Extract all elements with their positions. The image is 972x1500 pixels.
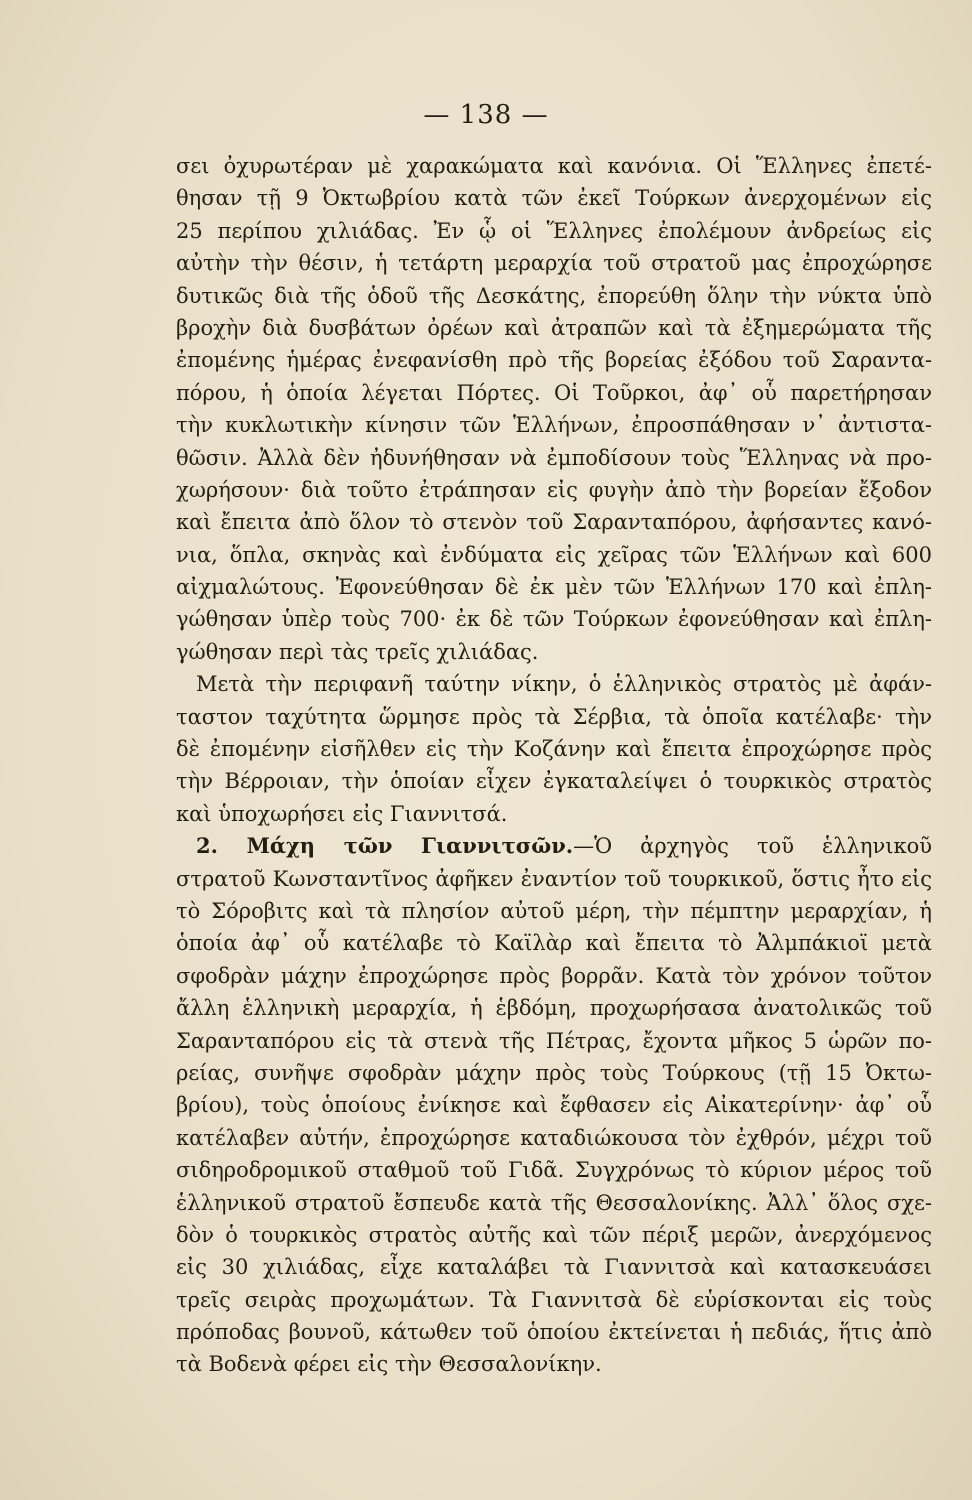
text-line: ταστον ταχύτητα ὥρμησε πρὸς τὰ Σέρβια, τὰ ὁποῖα κατέλαβε· τὴν [176,704,932,729]
text-line: ἐπομένης ἡμέρας ἐνεφανίσθη πρὸ τῆς βορείας ἐξόδου τοῦ Σαραντα- [176,348,932,373]
text-line: πρόποδας βουνοῦ, κάτωθεν τοῦ ὁποίου ἐκτείνεται ἡ πεδιάς, ἥτις ἀπὸ [176,1320,932,1345]
text-line: γώθησαν ὑπὲρ τοὺς 700· ἐκ δὲ τῶν Τούρκων ἐφονεύθησαν καὶ ἐπλη- [176,607,932,632]
text-line: σφοδρὰν μάχην ἐπροχώρησε πρὸς βορρᾶν. Κατὰ τὸν χρόνον τοῦτον [176,963,932,988]
text-line: εἰς 30 χιλιάδας, εἶχε καταλάβει τὰ Γιαννιτσὰ καὶ κατασκευάσει [176,1255,932,1280]
text-line: ἑλληνικοῦ στρατοῦ ἔσπευδε κατὰ τῆς Θεσσαλονίκης. Ἀλλ᾽ ὅλος σχε- [176,1190,932,1215]
text-line: καὶ ἔπειτα ἀπὸ ὅλον τὸ στενὸν τοῦ Σαρανταπόρου, ἀφήσαντες κανό- [176,510,932,535]
text-line: νια, ὅπλα, σκηνὰς καὶ ἐνδύματα εἰς χεῖρας τῶν Ἑλλήνων καὶ 600 [176,542,932,567]
text-line: Σαρανταπόρου εἰς τὰ στενὰ τῆς Πέτρας, ἔχοντα μῆκος 5 ὡρῶν πο- [176,1028,932,1053]
text-line: βροχὴν διὰ δυσβάτων ὀρέων καὶ ἀτραπῶν καὶ τὰ ἐξημερώματα τῆς [176,315,932,340]
text-line-continuation: —Ὁ ἀρχηγὸς τοῦ ἑλληνικοῦ [573,834,932,859]
text-line: σει ὀχυρωτέραν μὲ χαρακώματα καὶ κανόνια. Οἱ Ἕλληνες ἐπετέ- [176,154,932,178]
text-line: καὶ ὑποχωρήσει εἰς Γιαννιτσά. [176,801,508,826]
text-line: αἰχμαλώτους. Ἐφονεύθησαν δὲ ἐκ μὲν τῶν Ἑλλήνων 170 καὶ ἐπλη- [176,575,932,600]
text-line: θῶσιν. Ἀλλὰ δὲν ἠδυνήθησαν νὰ ἐμποδίσουν τοὺς Ἕλληνας νὰ προ- [176,445,932,470]
section-heading-line [176,830,932,862]
text-line: Μετὰ τὴν περιφανῆ ταύτην νίκην, ὁ ἑλληνικὸς στρατὸς μὲ ἀφάν- [196,672,932,697]
text-line: χωρήσουν· διὰ τοῦτο ἐτράπησαν εἰς φυγὴν ἀπὸ τὴν βορείαν ἔξοδον [176,477,932,502]
text-line: τρεῖς σειρὰς προχωμάτων. Τὰ Γιαννιτσὰ δὲ εὑρίσκονται εἰς τοὺς [176,1287,932,1312]
text-line: δὲ ἐπομένην εἰσῆλθεν εἰς τὴν Κοζάνην καὶ ἔπειτα ἐπροχώρησε πρὸς [176,737,932,762]
text-line: σιδηροδρομικοῦ σταθμοῦ τοῦ Γιδᾶ. Συγχρόνως τὸ κύριον μέρος τοῦ [176,1158,932,1183]
text-line: τὴν Βέρροιαν, τὴν ὁποίαν εἶχεν ἐγκαταλείψει ὁ τουρκικὸς στρατὸς [176,769,932,794]
text-line: αὐτὴν τὴν θέσιν, ἡ τετάρτη μεραρχία τοῦ στρατοῦ μας ἐπροχώρησε [176,251,932,276]
text-line: δὸν ὁ τουρκικὸς στρατὸς αὐτῆς καὶ τῶν πέριξ μερῶν, ἀνερχόμενος [176,1222,932,1247]
text-line: 25 περίπου χιλιάδας. Ἐν ᾧ οἱ Ἕλληνες ἐπολέμουν ἀνδρείως εἰς [176,218,932,243]
body-text [176,150,932,1381]
text-line: τὴν κυκλωτικὴν κίνησιν τῶν Ἑλλήνων, ἐπροσπάθησαν ν᾽ ἀντιστα- [176,413,932,438]
text-line: ἄλλη ἑλληνικὴ μεραρχία, ἡ ἑβδόμη, προχωρήσασα ἀνατολικῶς τοῦ [176,996,932,1021]
text-line: δυτικῶς διὰ τῆς ὁδοῦ τῆς Δεσκάτης, ἐπορεύθη ὅλην τὴν νύκτα ὑπὸ [176,283,932,308]
text-line: τὸ Σόροβιτς καὶ τὰ πλησίον αὐτοῦ μέρη, τὴν πέμπτην μεραρχίαν, ἡ [176,898,932,923]
text-line: βρίου), τοὺς ὁποίους ἐνίκησε καὶ ἔφθασεν εἰς Αἰκατερίνην· ἀφ᾽ οὗ [176,1093,932,1118]
text-line: κατέλαβεν αὐτήν, ἐπροχώρησε καταδιώκουσα τὸν ἐχθρόν, μέχρι τοῦ [176,1125,932,1150]
text-line: ὁποία ἀφ᾽ οὗ κατέλαβε τὸ Καϊλὰρ καὶ ἔπειτα τὸ Ἀλμπάκιοϊ μετὰ [176,931,932,956]
section-heading: 2. Μάχη τῶν Γιαννιτσῶν. [196,833,574,859]
text-line: ρείας, συνῆψε σφοδρὰν μάχην πρὸς τοὺς Τούρκους (τῇ 15 Ὀκτω- [176,1060,932,1085]
text-line: πόρου, ἡ ὁποία λέγεται Πόρτες. Οἱ Τοῦρκοι, ἀφ᾽ οὗ παρετήρησαν [176,380,932,405]
text-line: γώθησαν περὶ τὰς τρεῖς χιλιάδας. [176,639,539,664]
text-line: τὰ Βοδενὰ φέρει εἰς τὴν Θεσσαλονίκην. [176,1352,602,1377]
text-line: στρατοῦ Κωνσταντῖνος ἀφῆκεν ἐναντίον τοῦ τουρκικοῦ, ὅστις ἦτο εἰς [176,866,932,891]
page-number: — 138 — [423,100,549,130]
text-line: θησαν τῇ 9 Ὀκτωβρίου κατὰ τῶν ἐκεῖ Τούρκων ἀνερχομένων εἰς [176,186,932,211]
